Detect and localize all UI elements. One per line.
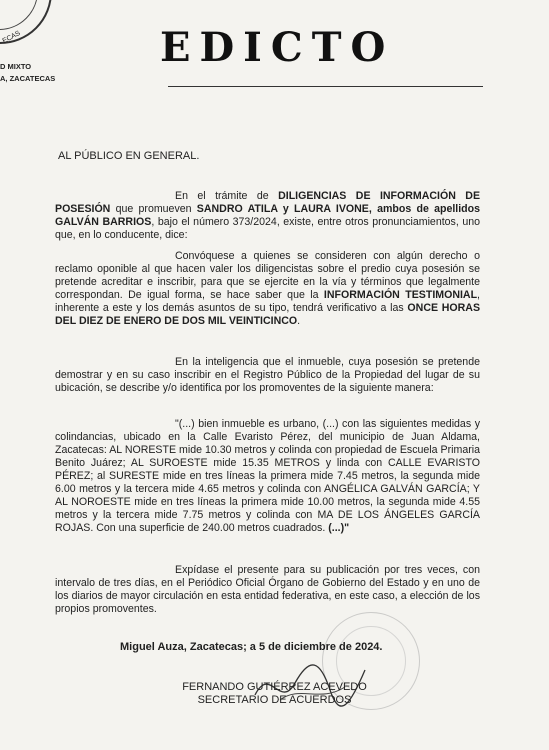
p1-pre: En el trámite de [175, 190, 279, 202]
title-underline [168, 86, 483, 87]
p2-mid: , inherente a este y los demás asuntos de su tipo, tendrá verificativo a las [55, 289, 480, 314]
signer-name: FERNANDO GUTIÉRREZ ACEVEDO [182, 681, 367, 693]
signer-title: SECRETARIO DE ACUERDOS [197, 694, 352, 706]
p4-closing: (...)" [328, 522, 350, 534]
p2-post: . [297, 315, 301, 327]
paragraph-1 [55, 190, 480, 242]
court-name-line-1: D MIXTO [0, 62, 32, 71]
court-name-line-2: A, ZACATECAS [0, 74, 56, 83]
p1-mid: que promueven [110, 203, 197, 215]
court-seal-text: ECAS [1, 29, 22, 46]
paragraph-2 [55, 250, 480, 328]
paragraph-5 [55, 564, 480, 616]
p1-promoters: SANDRO ATILA y LAURA IVONE, ambos de apellidos GALVÁN BARRIOS [55, 203, 481, 228]
document-title: EDICTO [160, 24, 395, 71]
salutation: AL PÚBLICO EN GENERAL. [58, 150, 200, 162]
paragraph-3 [55, 356, 480, 395]
property-description [55, 418, 480, 535]
p5-text: Expídase el presente para su publicación por tres veces, con intervalo de tres días, en el Periódico Oficial Órgano de Gobierno del Estado y en uno de los diarios de mayor circulación en esta entidad federativa, en este caso, a elección de los propios promoventes. [55, 564, 480, 615]
p2-hearing-date: ONCE HORAS DEL DIEZ DE ENERO DE DOS MIL VEINTICINCO [55, 302, 481, 327]
p2-pre: Convóquese a quienes se consideren con algún derecho o reclamo oponible al que hacen valer los diligencistas sobre el predio cuya posesión se pretende acreditar e inscribir, para que se ejercite en la vía y términos que legalmente correspondan. De igual forma, se hace saber que la [55, 250, 480, 301]
p3-text: En la inteligencia que el inmueble, cuya posesión se pretende demostrar y en su caso inscribir en el Registro Público de la Propiedad del lugar de su ubicación, se describe y/o identifica por los promoventes de la siguiente manera: [55, 356, 480, 394]
p4-text: "(...) bien inmueble es urbano, (...) con las siguientes medidas y colindancias, ubicado en la Calle Evaristo Pérez, del municipio de Juan Aldama, Zacatecas: AL NORESTE mide 10.30 metros y colinda con propiedad de Escuela Primaria Benito Juárez; AL SUROESTE mide 15.35 METROS y linda con CALLE EVARISTO PÉREZ; al SURESTE mide en tres líneas la primera mide 7.45 metros, la segunda mide 6.00 metros y la tercera mide 4.65 metros y colinda con ANGÉLICA GALVÁN GARCÍA; Y AL NOROESTE mide en tres líneas la primera mide 10.00 metros, la segunda mide 4.55 metros y la tercera mide 7.75 metros y colinda con MA DE LOS ÁNGELES GARCÍA ROJAS. Con una superficie de 240.00 metros cuadrados. [55, 418, 480, 534]
place-and-date: Miguel Auza, Zacatecas; a 5 de diciembre de 2024. [120, 641, 383, 653]
p1-proceeding: DILIGENCIAS DE INFORMACIÓN DE POSESIÓN [55, 190, 481, 215]
p1-post: , bajo el número 373/2024, existe, entre otros pronunciamientos, uno que, en lo conducente, dice: [55, 216, 480, 241]
p2-testimonial: INFORMACIÓN TESTIMONIAL [323, 289, 478, 301]
